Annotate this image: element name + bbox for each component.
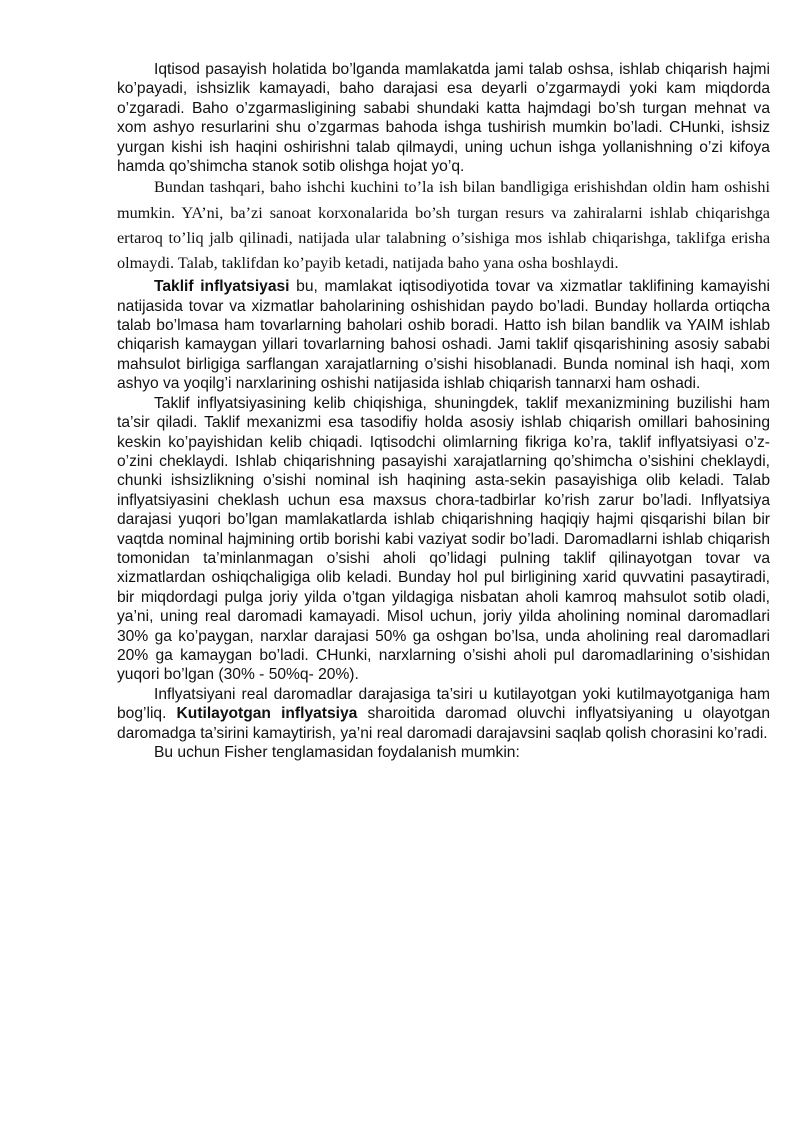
paragraph-supply-inflation [117, 277, 770, 393]
document-page [117, 60, 770, 762]
paragraph-supply-inflation-text: bu, mamlakat iqtisodiyotida tovar va xizmatlar taklifining kamayishi natijasida tovar va xizmatlar baholarining oshishidan paydo bo’ladi. Bunday hollarda ortiqcha talab bo’lmasa ham tovarlarning baholari oshib boradi. Hatto ish bilan bandlik va YAIM ishlab chiqarish kamaygan yillari tovarlarning bahosi oshadi. Jami taklif qisqarishining asosiy sababi mahsulot birligiga sarflangan xarajatlarning o’sishi hisoblanadi. Bunda nominal ish haqi, xom ashyo va yoqilg’i narxlarining oshishi natijasida ishlab chiqarish tannarxi ham oshadi. [117, 278, 770, 393]
paragraph-expected-inflation [117, 685, 770, 743]
paragraph-price-before-full-employment: Bundan tashqari, baho ishchi kuchini to’la ish bilan bandligiga erishishdan oldin ham oshishi mumkin. YA’ni, ba’zi sanoat korxonalarida bo’sh turgan resurs va zahiralarni ishlab chiqarishga ertaroq to’liq jalb qilinadi, natijada ular talabning o’sishiga mos ishlab chiqarishga, taklifga erisha olmaydi. Talab, taklifdan ko’payib ketadi, natijada baho yana osha boshlaydi. [117, 178, 770, 273]
paragraph-demand-recession: Iqtisod pasayish holatida bo’lganda mamlakatda jami talab oshsa, ishlab chiqarish hajmi ko’payadi, ishsizlik kamayadi, baho darajasi esa deyarli o’zgarmaydi yoki kam miqdorda o’zgaradi. Baho o’zgarmasligining sababi shundaki katta hajmdagi bo’sh turgan mehnat va xom ashyo resurlarini shu o’zgarmas bahoda ishga tushirish mumkin bo’ladi. CHunki, ishsiz yurgan kishi ish haqini oshirishni talab qilmaydi, uning uchun ishga yollanishning o’zi kifoya hamda qo’shimcha stanok sotib olishga hojat yo’q. [117, 61, 770, 176]
paragraph-expected-inflation-start: Inflyatsiyani real daromadlar darajasiga ta’siri u kutilayotgan yoki kutilmayotganiga ham bog’liq. [117, 685, 770, 723]
paragraph-supply-mechanism: Taklif inflyatsiyasining kelib chiqishiga, shuningdek, taklif mexanizmining buzilishi ham ta’sir qiladi. Taklif mexanizmi esa tasodifiy holda asosiy ishlab chiqarish omillari bahosining keskin ko’payishidan kelib chiqadi. Iqtisodchi olimlarning fikriga ko’ra, taklif inflyatsiyasi o’z-o’zini cheklaydi. Ishlab chiqarishning pasayishi xarajatlarning qo’shimcha o’sishini cheklaydi, chunki ishsizlikning o’sishi nominal ish haqining asta-sekin pasayishiga olib keladi. Talab inflyatsiyasini cheklash uchun esa maxsus chora-tadbirlar ko’rish zarur bo’ladi. Inflyatsiya darajasi yuqori bo’lgan mamlakatlarda ishlab chiqarishning haqiqiy hajmi qisqarishi bilan bir vaqtda nominal hajmining ortib borishi kabi vaziyat sodir bo’ladi. Daromadlarni ishlab chiqarish tomonidan ta’minlanmagan o’sishi aholi qo’lidagi pulning taklif qilinayotgan tovar va xizmatlardan oshiqchaligiga olib keladi. Bunday hol pul birligining xarid quvvatini pasaytiradi, bir miqdordagi pulga joriy yilda o’tgan yildagiga nisbatan aholi kamroq mahsulot sotib oladi, ya’ni, uning real daromadi kamayadi. Misol uchun, joriy yilda aholining nominal daromadlari 30% ga ko’paygan, narxlar darajasi 50% ga oshgan bo’lsa, unda aholining real daromadlari 20% ga kamaygan bo’ladi. CHunki, narxlarning o’sishi aholi pul daromadlarining o’sishidan yuqori bo’lgan (30% - 50%q- 20%). [117, 394, 770, 684]
paragraph-fisher-intro: Bu uchun Fisher tenglamasidan foydalanish mumkin: [154, 744, 520, 761]
paragraph-expected-inflation-end: sharoitida daromad oluvchi inflyatsiyaning u olayotgan daromadga ta’sirini kamaytirish, ya’ni real daromadi darajavsini saqlab qolish chorasini ko’radi. [117, 705, 770, 742]
term-supply-inflation: Taklif inflyatsiyasi [154, 278, 290, 296]
term-expected-inflation: Kutilayotgan inflyatsiya [176, 705, 358, 723]
